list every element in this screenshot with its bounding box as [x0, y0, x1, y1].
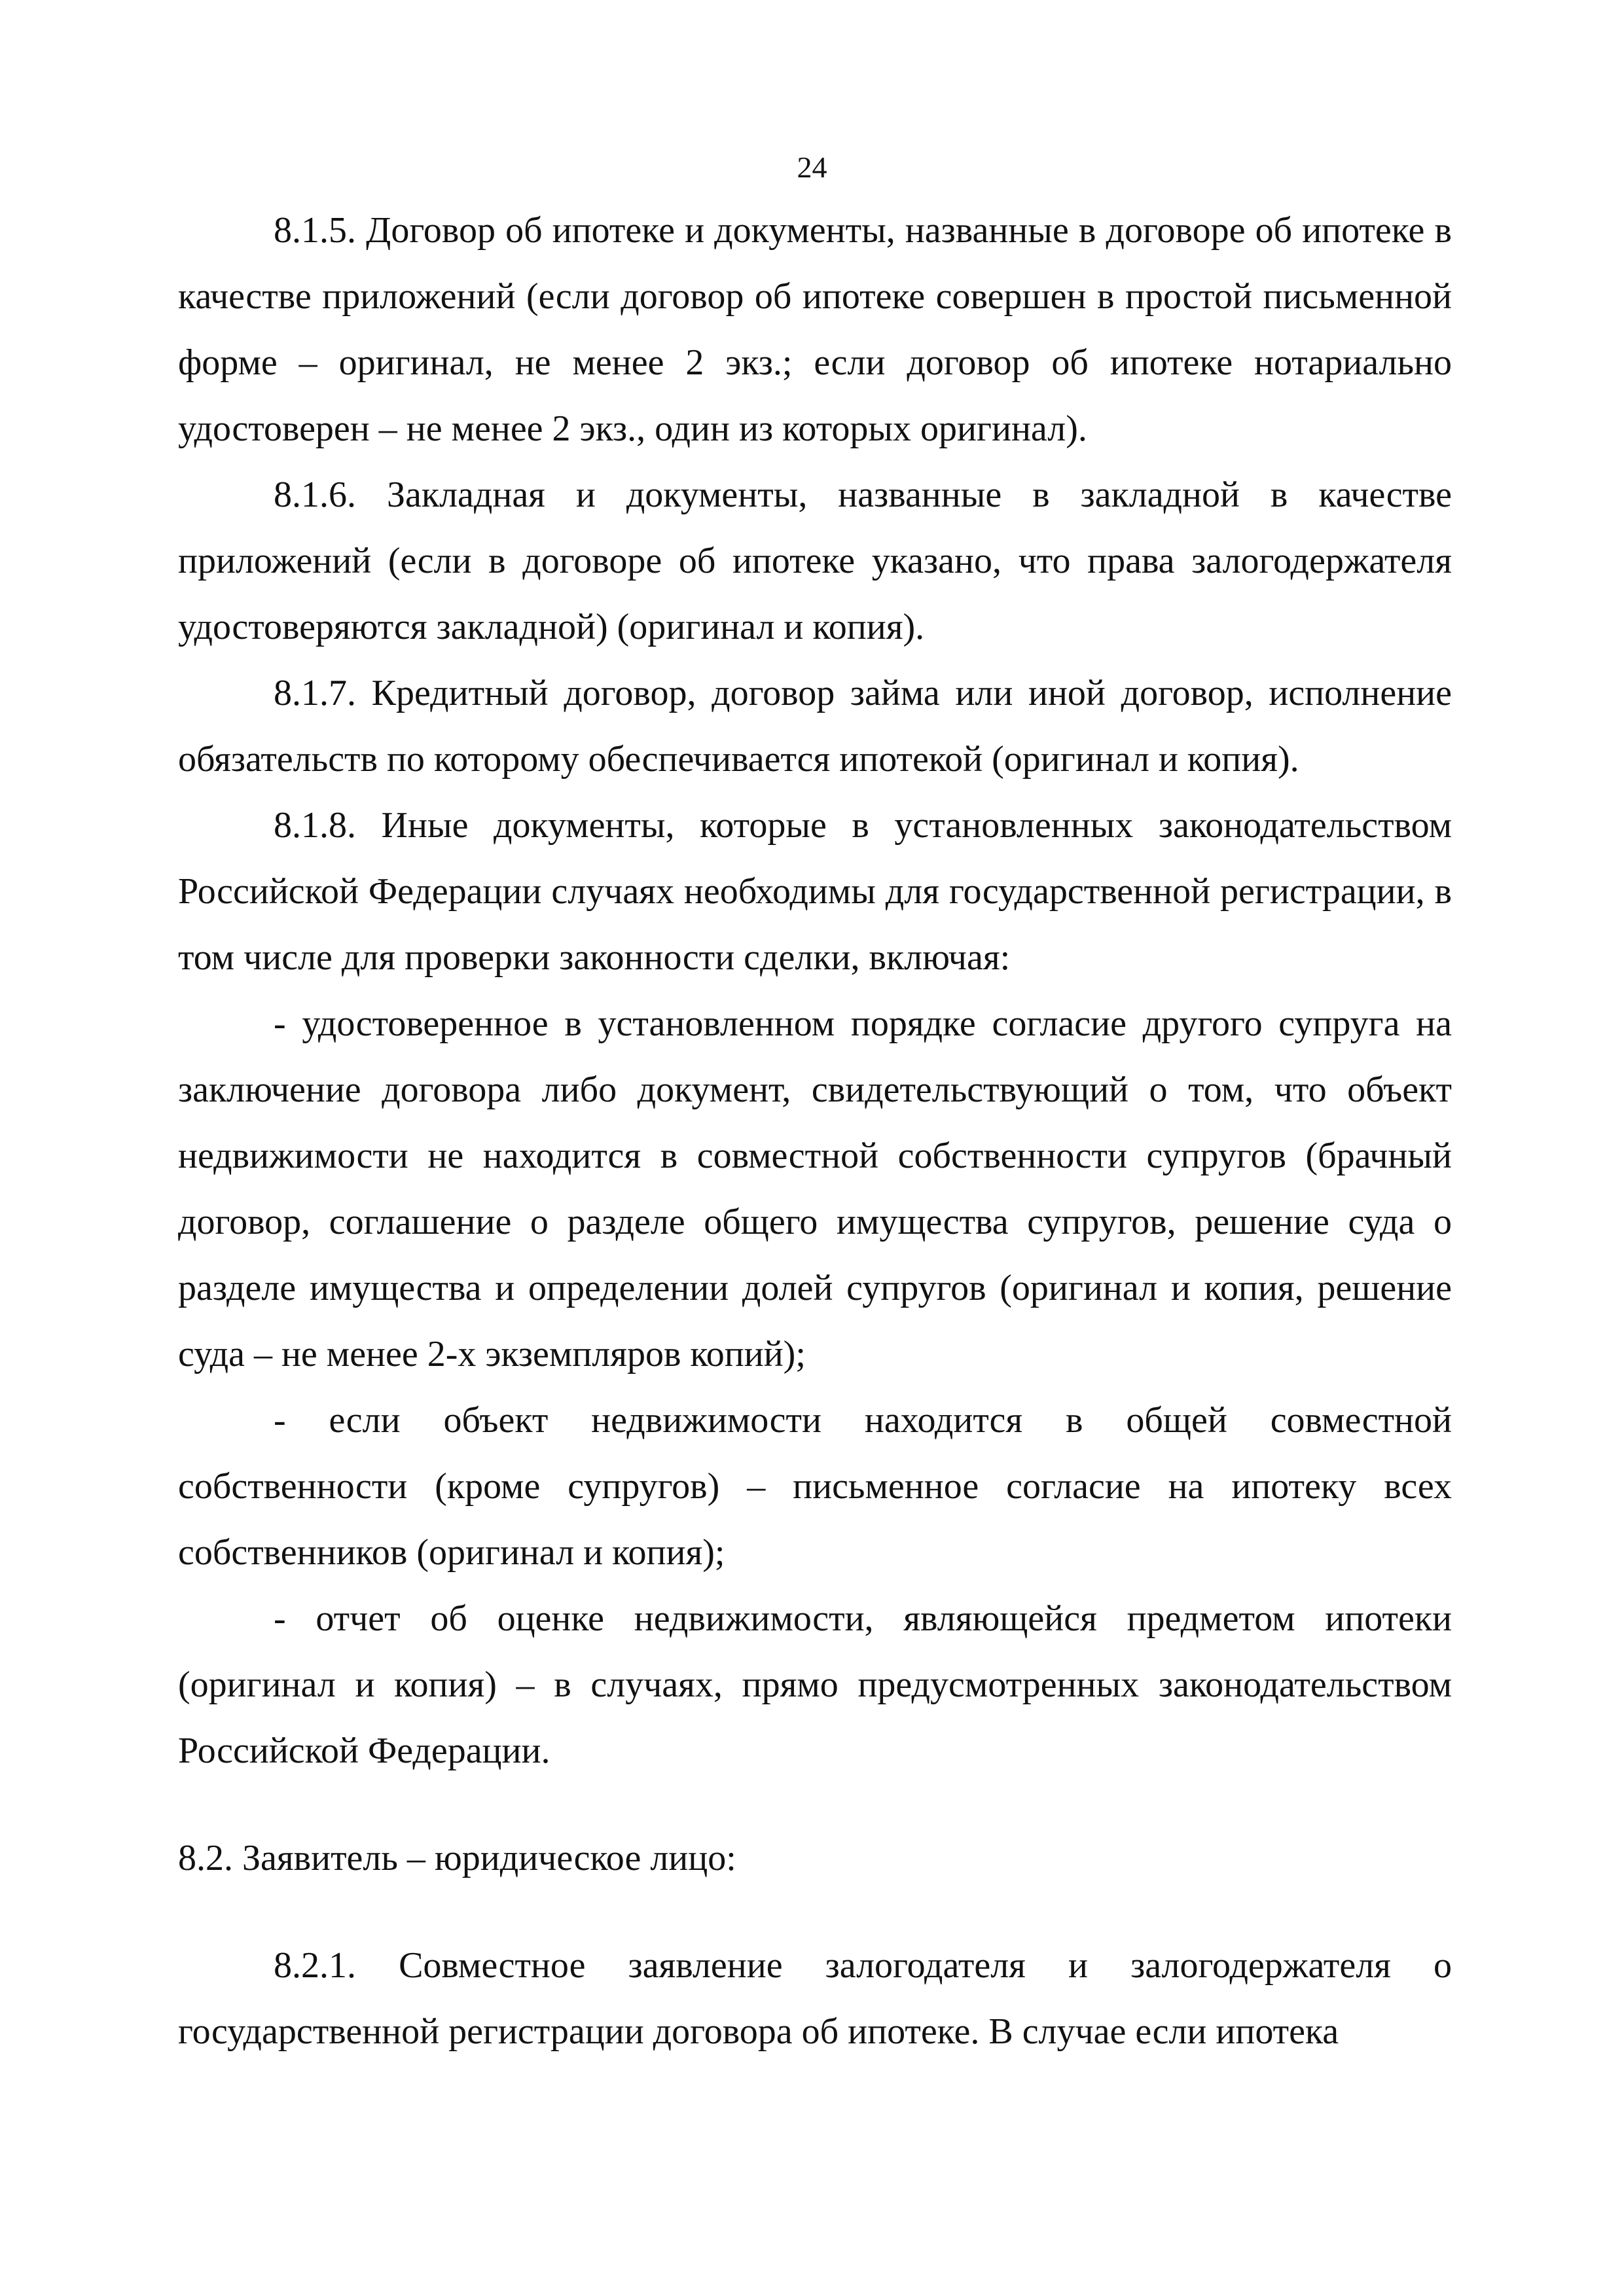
paragraph-8-1-8: 8.1.8. Иные документы, которые в установленных законодательством Российской Федерации случаях необходимы для государственной регистрации, в том числе для проверки законности сделки, включая:	[178, 805, 1452, 978]
list-item-spouse-consent: - удостоверенное в установленном порядке согласие другого супруга на заключение договора либо документ, свидетельствующий о том, что объект недвижимости не находится в совместной собственности супругов (брачный договор, соглашение о разделе общего имущества супругов, решение суда о разделе имущества и определении долей супругов (оригинал и копия, решение суда – не менее 2-х экземпляров копий);	[178, 1003, 1452, 1374]
section-heading-8-2: 8.2. Заявитель – юридическое лицо:	[178, 1838, 736, 1878]
list-item-valuation-report: - отчет об оценке недвижимости, являющейся предметом ипотеки (оригинал и копия) – в случаях, прямо предусмотренных законодательством Российской Федерации.	[178, 1598, 1452, 1771]
paragraph-8-1-5: 8.1.5. Договор об ипотеке и документы, названные в договоре об ипотеке в качестве приложений (если договор об ипотеке совершен в простой письменной форме – оригинал, не менее 2 экз.; если договор об ипотеке нотариально удостоверен – не менее 2 экз., один из которых оригинал).	[178, 210, 1452, 449]
page-number: 24	[797, 151, 827, 184]
paragraph-8-1-7: 8.1.7. Кредитный договор, договор займа или иной договор, исполнение обязательств по которому обеспечивается ипотекой (оригинал и копия).	[178, 673, 1452, 780]
document-body	[178, 198, 1452, 2065]
paragraph-8-1-6: 8.1.6. Закладная и документы, названные в закладной в качестве приложений (если в договоре об ипотеке указано, что права залогодержателя удостоверяются закладной) (оригинал и копия).	[178, 475, 1452, 647]
paragraph-8-2-1: 8.2.1. Совместное заявление залогодателя и залогодержателя о государственной регистрации договора об ипотеке. В случае если ипотека	[178, 1945, 1452, 2052]
list-item-joint-ownership: - если объект недвижимости находится в общей совместной собственности (кроме супругов) – письменное согласие на ипотеку всех собственников (оригинал и копия);	[178, 1400, 1452, 1573]
